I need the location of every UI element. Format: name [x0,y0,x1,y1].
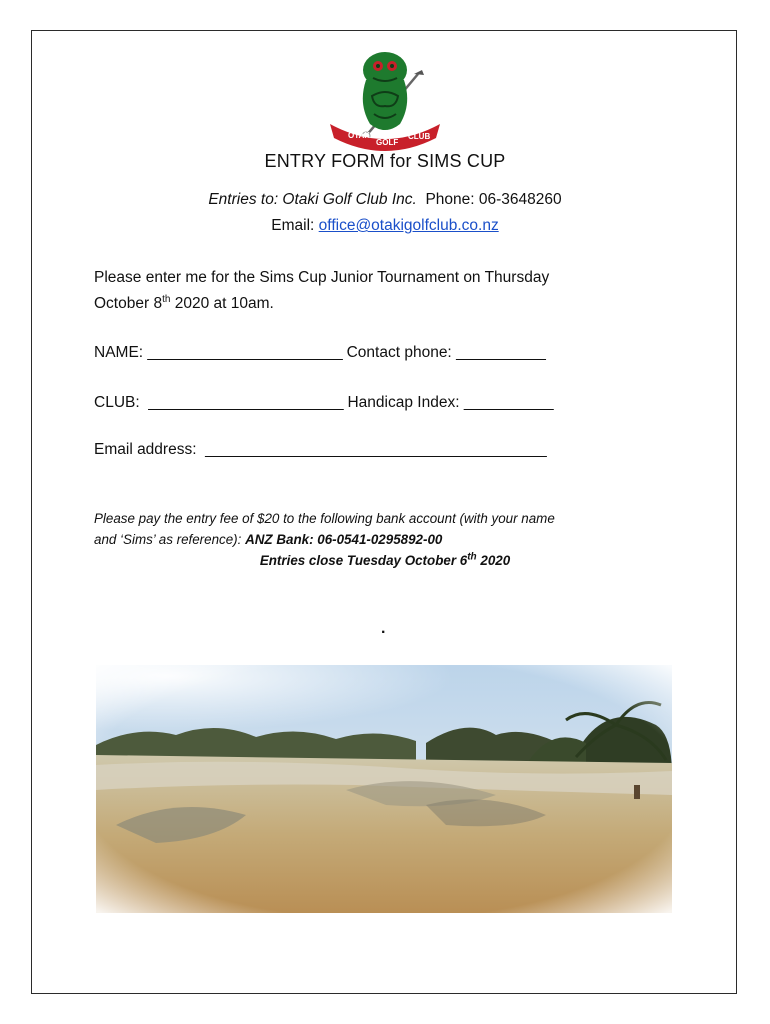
golf-course-photo [96,665,672,913]
email-link[interactable]: office@otakigolfclub.co.nz [318,217,499,234]
form-title: ENTRY FORM for SIMS CUP [264,151,506,171]
entries-to-line [0,191,770,209]
otaki-golf-club-logo [326,44,444,154]
phone-text: Phone: 06-3648260 [425,191,562,208]
logo-text-club: CLUB [408,132,431,141]
name-label: NAME: [94,344,144,361]
email-label: Email: [271,217,319,234]
name-field[interactable]: ________________________ [147,344,343,361]
entries-close-line: Entries close Tuesday October 6th 2020 [259,551,511,568]
handicap-field[interactable]: ___________ [463,394,554,411]
payment-paragraph [94,508,684,550]
payment-line-2: and ‘Sims’ as reference): ANZ Bank: 06-0541-0295892-00 [94,532,443,547]
club-label: CLUB: [94,394,140,411]
logo-text-otaki: OTAKI [348,131,373,140]
club-row [94,394,553,412]
name-row [94,344,545,362]
contact-label: Contact phone: [346,344,452,361]
handicap-label: Handicap Index: [347,394,460,411]
contact-field[interactable]: ___________ [456,344,546,361]
separator-dot: . [381,620,386,637]
intro-line-1: Please enter me for the Sims Cup Junior Tournament on Thursday [94,269,550,286]
email-line [0,217,770,235]
email-address-label: Email address: [94,441,197,458]
email-row [94,441,546,459]
club-field[interactable]: ________________________ [148,394,344,411]
entries-to-label: Entries to: Otaki Golf Club Inc. [208,191,417,208]
logo-text-golf: GOLF [376,138,399,147]
intro-paragraph [94,265,694,317]
bank-account: ANZ Bank: 06-0541-0295892-00 [245,532,443,547]
intro-line-2: October 8th 2020 at 10am. [94,293,274,312]
payment-line-1: Please pay the entry fee of $20 to the following bank account (with your name [94,511,555,526]
email-address-field[interactable]: __________________________________________ [205,441,547,458]
